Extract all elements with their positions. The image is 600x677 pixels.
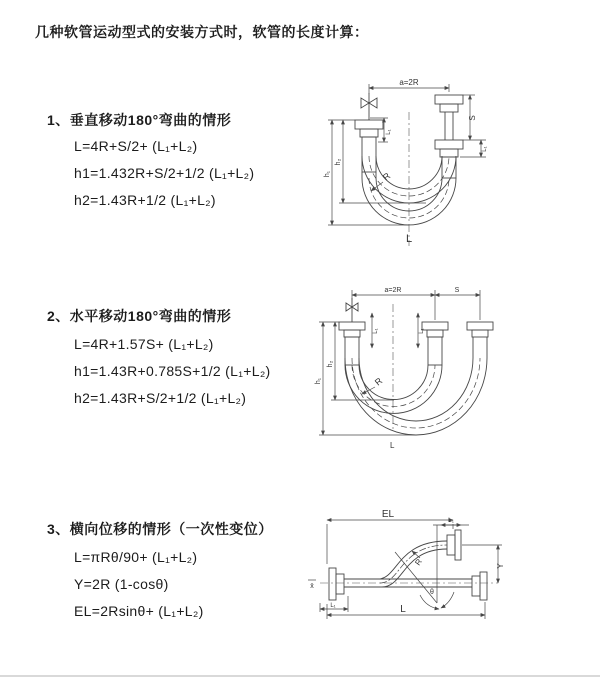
dimension-y	[462, 545, 505, 583]
dim-label-l: L	[400, 604, 406, 615]
dim-label-r: R	[413, 557, 424, 568]
top-right-flange	[447, 530, 461, 560]
formula: EL=2Rsinθ+ (L₁+L₂)	[74, 603, 204, 619]
formula: L=4R+1.57S+ (L₁+L₂)	[74, 336, 214, 352]
formula: h1=1.432R+S/2+1/2 (L₁+L₂)	[74, 165, 255, 181]
right-flange-upper	[435, 95, 463, 112]
centerline-end-mark	[308, 580, 316, 590]
dimension-l1-left	[320, 596, 348, 612]
dimension-l	[327, 602, 485, 619]
dim-label-l1: L₁	[419, 328, 425, 334]
dimension-h1	[315, 322, 416, 435]
dim-label-l1: L₁	[373, 328, 379, 334]
dim-label-h2: h₂	[327, 360, 334, 368]
formula: Y=2R (1-cosθ)	[74, 576, 169, 592]
diagram-lateral-displacement	[300, 500, 600, 640]
formula: h2=1.43R+1/2 (L₁+L₂)	[74, 192, 216, 208]
bottom-left-flange	[329, 568, 344, 600]
right-pipe	[445, 112, 453, 140]
dim-label-el: EL	[381, 509, 395, 520]
section1-heading: 1、垂直移动180°弯曲的情形	[47, 112, 232, 128]
dimension-s	[435, 287, 480, 295]
dimension-el	[327, 509, 453, 564]
dim-label-l1: L₁	[330, 603, 336, 609]
formula: h2=1.43R+S/2+1/2 (L₁+L₂)	[74, 390, 247, 406]
dimension-h1	[324, 120, 409, 225]
diagram-vertical-180-bend	[300, 60, 600, 260]
middle-flange	[422, 322, 448, 337]
dim-label-r: R	[380, 170, 393, 183]
dimension-l1-middle	[418, 313, 425, 348]
dim-label-l1: L₁	[448, 517, 454, 524]
left-flange	[355, 120, 383, 137]
dimension-r	[412, 551, 424, 567]
formula: L=4R+S/2+ (L₁+L₂)	[74, 138, 198, 154]
dimension-l1-left	[372, 313, 379, 348]
dim-label-theta: θ	[430, 589, 434, 596]
dim-label-l: L	[390, 441, 395, 450]
dimension-s	[463, 95, 486, 140]
dim-label-y: Y	[496, 563, 505, 569]
dim-label-h1: h₁	[324, 170, 331, 178]
hose-bend-original	[345, 365, 442, 413]
middle-hose-leg	[428, 337, 442, 365]
dim-label-a2r: a=2R	[399, 78, 419, 87]
right-hose-leg-displaced	[473, 337, 487, 358]
valve-icon	[361, 93, 377, 120]
dim-label-h2: h₂	[335, 158, 342, 166]
dimension-l1-left	[370, 118, 392, 142]
hose-straight	[320, 579, 498, 587]
dim-label-s: S	[468, 115, 477, 121]
dim-label-l1: L₁	[482, 146, 488, 152]
dimension-h2	[327, 322, 394, 400]
diagram-horizontal-180-bend	[305, 280, 600, 458]
section3-heading: 3、横向位移的情形（一次性变位）	[47, 521, 273, 537]
dimension-l1-right	[460, 140, 488, 157]
angle-construction	[395, 525, 454, 609]
dim-label-h1: h₁	[315, 377, 322, 385]
formula: L=πRθ/90+ (L₁+L₂)	[74, 549, 198, 565]
dimension-a2r	[352, 287, 480, 320]
dimension-a2r	[369, 78, 449, 94]
dim-label-l: L	[406, 233, 413, 245]
dimension-h2	[335, 120, 426, 203]
right-flange-lower	[435, 140, 463, 157]
section2-heading: 2、水平移动180°弯曲的情形	[47, 308, 232, 324]
hose-bend-displaced	[345, 358, 487, 435]
hose-bend-lower-position	[362, 178, 456, 225]
formula: h1=1.43R+0.785S+1/2 (L₁+L₂)	[74, 363, 271, 379]
valve-icon	[346, 298, 358, 322]
hose-s-curve	[344, 541, 447, 587]
dim-label-s: S	[454, 287, 460, 294]
dim-label-l1: L₁	[386, 129, 392, 135]
left-flange	[339, 322, 365, 337]
dim-label-a2r: a=2R	[384, 287, 402, 294]
right-flange-displaced	[467, 322, 493, 337]
dim-label-r: R	[372, 375, 385, 388]
bottom-right-flange	[472, 572, 487, 600]
dimension-l1-top	[433, 517, 469, 525]
page-title: 几种软管运动型式的安装方式时，软管的长度计算：	[35, 24, 369, 40]
dim-label-x: x̄	[310, 583, 314, 590]
